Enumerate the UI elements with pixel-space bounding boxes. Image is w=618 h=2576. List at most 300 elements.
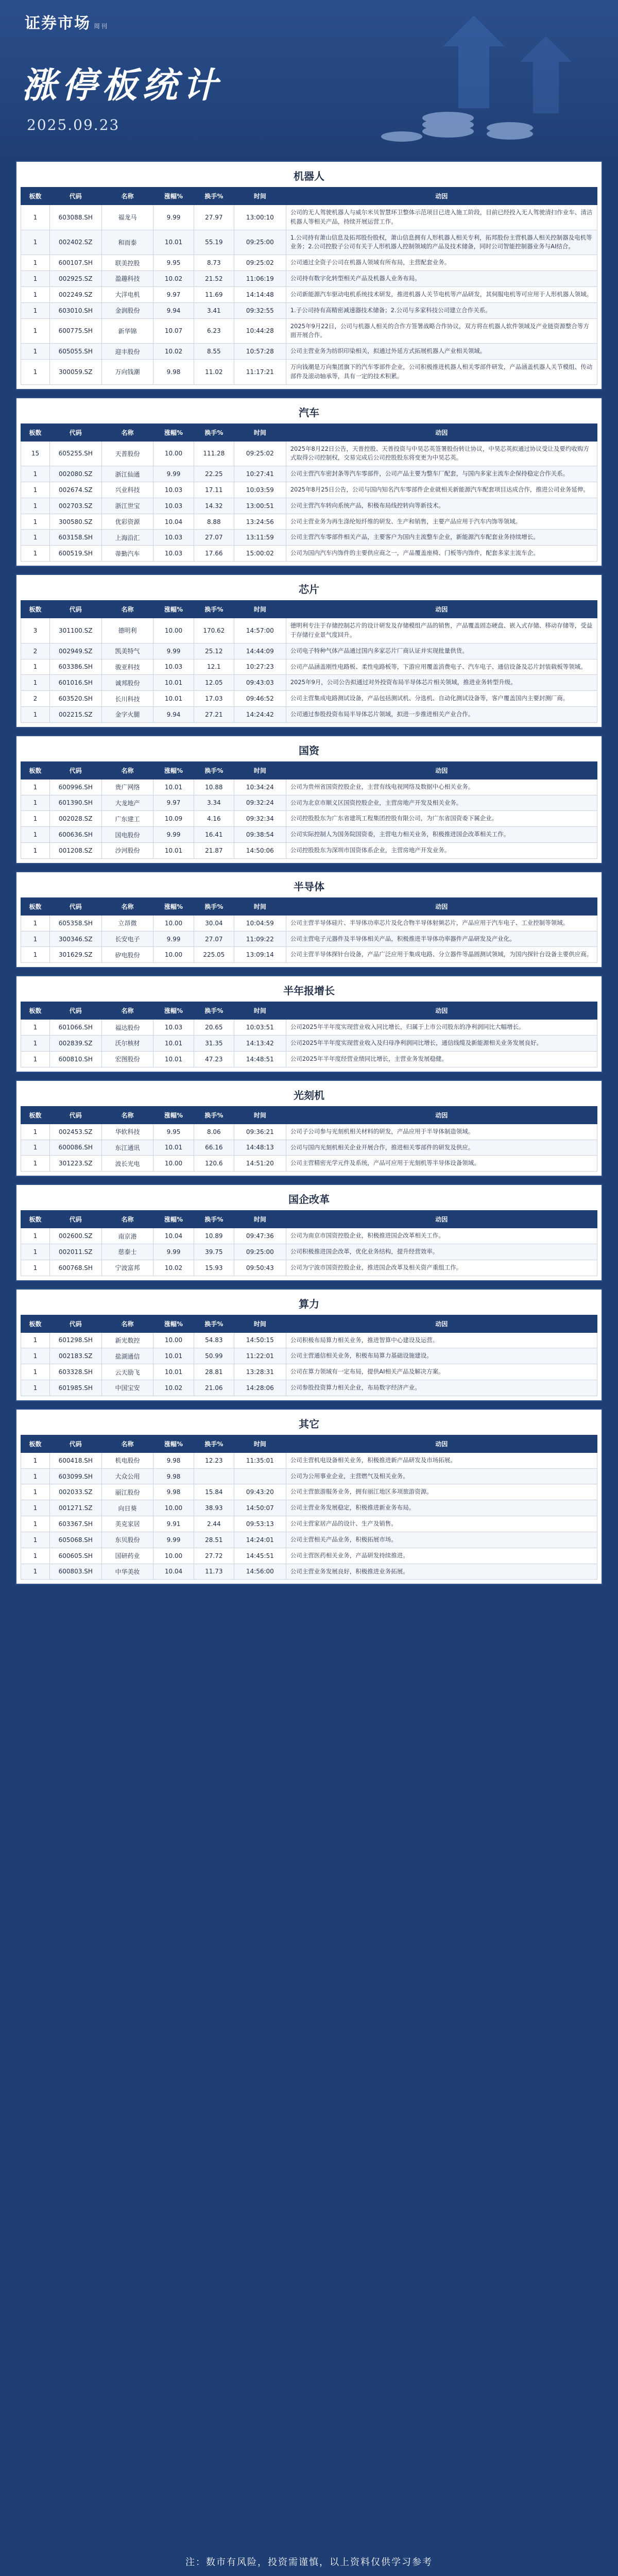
stock-name-cell: 盈趣科技 bbox=[101, 271, 153, 287]
gain-pct-cell: 10.02 bbox=[153, 344, 194, 360]
section-title: 半导体 bbox=[294, 880, 324, 893]
table-row bbox=[21, 1468, 597, 1484]
reason-cell: 2025年9月22日，公司与机器人相关的合作方签署战略合作协议，双方将在机器人软件领域及产业链资源整合等方面开展合作。 bbox=[286, 318, 597, 344]
stock-name-cell: 德明利 bbox=[101, 618, 153, 643]
column-header: 涨幅% bbox=[153, 601, 194, 618]
board-count-cell: 1 bbox=[21, 1380, 50, 1396]
turnover-pct-cell: 4.16 bbox=[194, 811, 234, 827]
stock-name-cell: 南京港 bbox=[101, 1228, 153, 1244]
turnover-pct-cell: 27.72 bbox=[194, 1548, 234, 1564]
stock-name-cell: 金润股份 bbox=[101, 302, 153, 318]
footer-disclaimer: 注：数市有风险，投资需谨慎，以上资料仅供学习参考 bbox=[0, 2549, 618, 2576]
section-title: 国资 bbox=[299, 744, 319, 757]
limit-time-cell: 14:51:20 bbox=[234, 1156, 286, 1172]
section-table bbox=[15, 574, 603, 728]
board-count-cell: 2 bbox=[21, 643, 50, 659]
stock-code-cell: 002453.SZ bbox=[49, 1124, 101, 1140]
stock-code-cell: 600803.SH bbox=[49, 1564, 101, 1580]
reason-cell: 公司积极布局算力相关业务，推进智算中心建设及运营。 bbox=[286, 1332, 597, 1348]
column-header: 时间 bbox=[234, 1002, 286, 1020]
column-header: 涨幅% bbox=[153, 188, 194, 205]
stock-code-cell: 300059.SZ bbox=[49, 359, 101, 384]
stock-code-cell: 002600.SZ bbox=[49, 1228, 101, 1244]
gain-pct-cell: 10.01 bbox=[153, 1036, 194, 1052]
limit-time-cell: 14:24:42 bbox=[234, 706, 286, 722]
limit-time-cell: 09:43:03 bbox=[234, 675, 286, 691]
turnover-pct-cell: 47.23 bbox=[194, 1051, 234, 1067]
column-header: 换手% bbox=[194, 1435, 234, 1452]
stock-name-cell: 东江通讯 bbox=[101, 1140, 153, 1156]
column-header: 名称 bbox=[101, 761, 153, 779]
board-count-cell: 1 bbox=[21, 514, 50, 530]
column-header: 时间 bbox=[234, 1435, 286, 1452]
limit-time-cell: 10:57:28 bbox=[234, 344, 286, 360]
column-header: 板数 bbox=[21, 601, 50, 618]
section-table bbox=[15, 1409, 603, 1585]
stock-name-cell: 新华锦 bbox=[101, 318, 153, 344]
board-count-cell: 1 bbox=[21, 1452, 50, 1468]
table-row bbox=[21, 271, 597, 287]
stock-code-cell: 605068.SH bbox=[49, 1532, 101, 1548]
board-count-cell: 1 bbox=[21, 659, 50, 675]
table-row bbox=[21, 1548, 597, 1564]
board-count-cell: 1 bbox=[21, 811, 50, 827]
gain-pct-cell: 10.01 bbox=[153, 1051, 194, 1067]
table-row bbox=[21, 827, 597, 843]
column-header: 涨幅% bbox=[153, 897, 194, 915]
column-header: 换手% bbox=[194, 1211, 234, 1228]
reason-cell: 1.公司持有萧山信息及拓邦股份股权，萧山信息拥有人形机器人相关专利，拓邦股份主营机器人相关控制器及电机等业务；2.公司控股子公司有关于人形机器人控制领域的产品及技术储备，同时公司智能控制器业务与AI结合。 bbox=[286, 230, 597, 255]
stock-name-cell: 福达股份 bbox=[101, 1020, 153, 1036]
stock-name-cell: 宁波富邦 bbox=[101, 1260, 153, 1276]
board-count-cell: 1 bbox=[21, 1348, 50, 1364]
column-header: 板数 bbox=[21, 897, 50, 915]
board-count-cell: 1 bbox=[21, 1500, 50, 1516]
stock-name-cell: 中华美妆 bbox=[101, 1564, 153, 1580]
board-count-cell: 1 bbox=[21, 1036, 50, 1052]
column-header: 换手% bbox=[194, 761, 234, 779]
reason-cell: 公司主营电子元器件及半导体相关产品，积极推进半导体功率器件产品研发及产业化。 bbox=[286, 931, 597, 947]
table-row bbox=[21, 706, 597, 722]
stock-name-cell: 中国宝安 bbox=[101, 1380, 153, 1396]
limit-time-cell: 15:00:02 bbox=[234, 546, 286, 562]
table-row bbox=[21, 530, 597, 546]
stock-code-cell: 605255.SH bbox=[49, 441, 101, 466]
stock-code-cell: 603367.SH bbox=[49, 1516, 101, 1532]
reason-cell: 2025年9月，公司公告拟通过对外投资布局半导体芯片相关领域，推进业务转型升级。 bbox=[286, 675, 597, 691]
table-row bbox=[21, 1124, 597, 1140]
stock-name-cell: 迎丰股份 bbox=[101, 344, 153, 360]
limit-time-cell: 14:57:00 bbox=[234, 618, 286, 643]
gain-pct-cell: 9.99 bbox=[153, 931, 194, 947]
turnover-pct-cell: 28.51 bbox=[194, 1532, 234, 1548]
stock-name-cell: 蒂勤汽车 bbox=[101, 546, 153, 562]
table-row bbox=[21, 466, 597, 482]
column-header: 代码 bbox=[49, 897, 101, 915]
reason-cell: 公司2025年半年度实现营业收入同比增长，归属于上市公司股东的净利润同比大幅增长。 bbox=[286, 1020, 597, 1036]
limit-time-cell: 14:48:13 bbox=[234, 1140, 286, 1156]
reason-cell: 公司新能源汽车驱动电机系统技术研发，推进机器人关节电机等产品研发，其伺服电机等可应用于人形机器人领域。 bbox=[286, 286, 597, 302]
reason-cell: 公司2025年半年度实现营业收入及归母净利润同比增长，通信线缆及新能源相关业务发展良好。 bbox=[286, 1036, 597, 1052]
limit-time-cell: 14:50:06 bbox=[234, 843, 286, 859]
gain-pct-cell: 9.98 bbox=[153, 1468, 194, 1484]
gain-pct-cell: 10.01 bbox=[153, 675, 194, 691]
gain-pct-cell: 9.99 bbox=[153, 1244, 194, 1260]
stock-name-cell: 万向钱潮 bbox=[101, 359, 153, 384]
column-header: 换手% bbox=[194, 188, 234, 205]
section-table bbox=[15, 161, 603, 390]
table-row bbox=[21, 1228, 597, 1244]
turnover-pct-cell: 12.05 bbox=[194, 675, 234, 691]
section-title: 半年报增长 bbox=[283, 985, 335, 997]
stock-name-cell: 凯美特气 bbox=[101, 643, 153, 659]
column-header: 板数 bbox=[21, 1435, 50, 1452]
board-count-cell: 1 bbox=[21, 318, 50, 344]
page-date: 2025.09.23 bbox=[27, 116, 120, 133]
reason-cell: 公司主营汽车密封条等汽车零部件，公司产品主要为整车厂配套，与国内多家主流车企保持稳定合作关系。 bbox=[286, 466, 597, 482]
board-count-cell: 1 bbox=[21, 931, 50, 947]
turnover-pct-cell: 50.99 bbox=[194, 1348, 234, 1364]
board-count-cell: 1 bbox=[21, 1140, 50, 1156]
turnover-pct-cell bbox=[194, 1468, 234, 1484]
board-count-cell: 1 bbox=[21, 779, 50, 795]
board-count-cell: 1 bbox=[21, 230, 50, 255]
table-row bbox=[21, 482, 597, 498]
limit-time-cell: 13:11:59 bbox=[234, 530, 286, 546]
stock-code-cell: 002839.SZ bbox=[49, 1036, 101, 1052]
gain-pct-cell: 9.98 bbox=[153, 1452, 194, 1468]
stock-code-cell: 002011.SZ bbox=[49, 1244, 101, 1260]
board-count-cell: 1 bbox=[21, 344, 50, 360]
stock-code-cell: 001271.SZ bbox=[49, 1500, 101, 1516]
stock-name-cell: 福龙马 bbox=[101, 205, 153, 230]
table-row bbox=[21, 1140, 597, 1156]
column-header: 时间 bbox=[234, 601, 286, 618]
limit-time-cell: 10:34:24 bbox=[234, 779, 286, 795]
board-count-cell: 1 bbox=[21, 205, 50, 230]
limit-up-table bbox=[21, 1315, 597, 1396]
reason-cell: 公司实际控制人为国务院国资委，主营电力相关业务，积极推进国企改革相关工作。 bbox=[286, 827, 597, 843]
stock-code-cell: 600107.SH bbox=[49, 255, 101, 271]
reason-cell: 公司2025年半年度经营业绩同比增长，主营业务发展稳健。 bbox=[286, 1051, 597, 1067]
stock-name-cell: 大洋电机 bbox=[101, 286, 153, 302]
column-header: 时间 bbox=[234, 1106, 286, 1124]
turnover-pct-cell: 15.84 bbox=[194, 1484, 234, 1500]
turnover-pct-cell: 27.07 bbox=[194, 530, 234, 546]
limit-time-cell: 10:03:51 bbox=[234, 1020, 286, 1036]
stock-name-cell: 新光数控 bbox=[101, 1332, 153, 1348]
turnover-pct-cell: 28.81 bbox=[194, 1364, 234, 1380]
reason-cell: 公司主营业务发展良好，积极推进业务拓展。 bbox=[286, 1564, 597, 1580]
stock-code-cell: 600418.SH bbox=[49, 1452, 101, 1468]
limit-up-table bbox=[21, 600, 597, 723]
stock-code-cell: 002183.SZ bbox=[49, 1348, 101, 1364]
column-header: 板数 bbox=[21, 188, 50, 205]
board-count-cell: 1 bbox=[21, 498, 50, 514]
limit-time-cell: 13:24:56 bbox=[234, 514, 286, 530]
stock-name-cell: 沙河股份 bbox=[101, 843, 153, 859]
reason-cell: 2025年8月25日公告，公司与国内知名汽车零部件企业就相关新能源汽车配套项目达成合作，推进公司业务延伸。 bbox=[286, 482, 597, 498]
turnover-pct-cell: 3.41 bbox=[194, 302, 234, 318]
gain-pct-cell: 10.07 bbox=[153, 318, 194, 344]
gain-pct-cell: 9.91 bbox=[153, 1516, 194, 1532]
stock-code-cell: 002215.SZ bbox=[49, 706, 101, 722]
table-header-row bbox=[21, 1106, 597, 1124]
reason-cell: 1.子公司持有高精密减速器技术储备；2.公司与多家科技公司建立合作关系。 bbox=[286, 302, 597, 318]
section-title: 芯片 bbox=[299, 583, 319, 596]
column-header: 时间 bbox=[234, 897, 286, 915]
column-header: 名称 bbox=[101, 1435, 153, 1452]
column-header: 代码 bbox=[49, 423, 101, 441]
reason-cell: 公司主营汽车转向系统产品，积极布局线控转向等新技术。 bbox=[286, 498, 597, 514]
gain-pct-cell: 9.99 bbox=[153, 1532, 194, 1548]
board-count-cell: 1 bbox=[21, 827, 50, 843]
table-header-row bbox=[21, 897, 597, 915]
stock-name-cell: 广东建工 bbox=[101, 811, 153, 827]
limit-up-table bbox=[21, 423, 597, 562]
stock-code-cell: 603328.SH bbox=[49, 1364, 101, 1380]
table-row bbox=[21, 359, 597, 384]
gain-pct-cell: 10.01 bbox=[153, 1140, 194, 1156]
stock-name-cell: 国研药业 bbox=[101, 1548, 153, 1564]
column-header: 涨幅% bbox=[153, 761, 194, 779]
table-row bbox=[21, 811, 597, 827]
board-count-cell: 1 bbox=[21, 1564, 50, 1580]
column-header: 涨幅% bbox=[153, 423, 194, 441]
board-count-cell: 1 bbox=[21, 843, 50, 859]
board-count-cell: 1 bbox=[21, 1156, 50, 1172]
table-row bbox=[21, 230, 597, 255]
stock-name-cell: 丽江股份 bbox=[101, 1484, 153, 1500]
stock-code-cell: 300580.SZ bbox=[49, 514, 101, 530]
stock-code-cell: 600086.SH bbox=[49, 1140, 101, 1156]
table-row bbox=[21, 302, 597, 318]
limit-time-cell: 11:17:21 bbox=[234, 359, 286, 384]
gain-pct-cell: 10.02 bbox=[153, 271, 194, 287]
turnover-pct-cell: 25.12 bbox=[194, 643, 234, 659]
stock-code-cell: 600810.SH bbox=[49, 1051, 101, 1067]
table-row bbox=[21, 1244, 597, 1260]
board-count-cell: 1 bbox=[21, 1364, 50, 1380]
limit-time-cell: 09:32:34 bbox=[234, 811, 286, 827]
column-header: 名称 bbox=[101, 1002, 153, 1020]
board-count-cell: 1 bbox=[21, 1051, 50, 1067]
stock-code-cell: 601016.SH bbox=[49, 675, 101, 691]
page-header bbox=[0, 0, 618, 161]
limit-time-cell: 10:44:28 bbox=[234, 318, 286, 344]
reason-cell: 公司主营集成电路测试设备，产品包括测试机、分选机、自动化测试设备等，客户覆盖国内主要封测厂商。 bbox=[286, 691, 597, 707]
stock-name-cell: 长安电子 bbox=[101, 931, 153, 947]
column-header: 动因 bbox=[286, 1211, 597, 1228]
reason-cell: 公司为宁波市国资控股企业，推进国企改革及相关资产重组工作。 bbox=[286, 1260, 597, 1276]
limit-time-cell: 09:50:43 bbox=[234, 1260, 286, 1276]
reason-cell: 公司主营半导体硅片、半导体功率芯片及化合物半导体射频芯片，产品应用于汽车电子、工业控制等领域。 bbox=[286, 915, 597, 931]
stock-name-cell: 长川科技 bbox=[101, 691, 153, 707]
reason-cell: 公司通过全资子公司在机器人领域有所布局，主营配套业务。 bbox=[286, 255, 597, 271]
reason-cell: 公司为公用事业企业，主营燃气及相关业务。 bbox=[286, 1468, 597, 1484]
turnover-pct-cell: 66.16 bbox=[194, 1140, 234, 1156]
section-title: 算力 bbox=[299, 1297, 319, 1310]
limit-time-cell: 09:32:55 bbox=[234, 302, 286, 318]
column-header: 代码 bbox=[49, 1211, 101, 1228]
limit-time-cell: 10:03:59 bbox=[234, 482, 286, 498]
board-count-cell: 1 bbox=[21, 359, 50, 384]
stock-name-cell: 盐湖通信 bbox=[101, 1348, 153, 1364]
table-row bbox=[21, 1051, 597, 1067]
board-count-cell: 2 bbox=[21, 691, 50, 707]
column-header: 板数 bbox=[21, 1315, 50, 1332]
board-count-cell: 1 bbox=[21, 530, 50, 546]
turnover-pct-cell: 17.66 bbox=[194, 546, 234, 562]
limit-time-cell: 14:14:48 bbox=[234, 286, 286, 302]
turnover-pct-cell: 14.32 bbox=[194, 498, 234, 514]
gain-pct-cell: 10.03 bbox=[153, 659, 194, 675]
board-count-cell: 1 bbox=[21, 795, 50, 811]
turnover-pct-cell: 17.03 bbox=[194, 691, 234, 707]
turnover-pct-cell: 15.93 bbox=[194, 1260, 234, 1276]
limit-time-cell: 09:47:36 bbox=[234, 1228, 286, 1244]
stock-code-cell: 603099.SH bbox=[49, 1468, 101, 1484]
board-count-cell: 1 bbox=[21, 271, 50, 287]
stock-code-cell: 600768.SH bbox=[49, 1260, 101, 1276]
limit-time-cell: 14:28:06 bbox=[234, 1380, 286, 1396]
reason-cell: 公司主营医药相关业务，产品研发持续推进。 bbox=[286, 1548, 597, 1564]
reason-cell: 公司为北京市顺义区国资控股企业，主营房地产开发及相关业务。 bbox=[286, 795, 597, 811]
limit-up-table bbox=[21, 897, 597, 963]
table-row bbox=[21, 843, 597, 859]
gain-pct-cell: 10.02 bbox=[153, 1260, 194, 1276]
stock-code-cell: 600519.SH bbox=[49, 546, 101, 562]
board-count-cell: 1 bbox=[21, 1124, 50, 1140]
limit-time-cell bbox=[234, 1468, 286, 1484]
column-header: 名称 bbox=[101, 423, 153, 441]
limit-time-cell: 13:00:10 bbox=[234, 205, 286, 230]
column-header: 动因 bbox=[286, 1106, 597, 1124]
brand-sub: 周刊 bbox=[94, 23, 109, 30]
table-header-row bbox=[21, 1211, 597, 1228]
gain-pct-cell: 10.01 bbox=[153, 691, 194, 707]
stock-code-cell: 600605.SH bbox=[49, 1548, 101, 1564]
turnover-pct-cell: 3.34 bbox=[194, 795, 234, 811]
table-header-row bbox=[21, 1002, 597, 1020]
limit-time-cell: 11:22:01 bbox=[234, 1348, 286, 1364]
turnover-pct-cell: 12.23 bbox=[194, 1452, 234, 1468]
table-row bbox=[21, 691, 597, 707]
section-table bbox=[15, 397, 603, 567]
column-header: 名称 bbox=[101, 601, 153, 618]
limit-time-cell: 14:48:51 bbox=[234, 1051, 286, 1067]
table-row bbox=[21, 1260, 597, 1276]
board-count-cell: 1 bbox=[21, 1516, 50, 1532]
limit-time-cell: 09:25:02 bbox=[234, 255, 286, 271]
table-row bbox=[21, 546, 597, 562]
board-count-cell: 1 bbox=[21, 466, 50, 482]
reason-cell: 公司主营业务为再生涤纶短纤维的研发、生产和销售，主要产品应用于汽车内饰等领域。 bbox=[286, 514, 597, 530]
column-header: 涨幅% bbox=[153, 1106, 194, 1124]
table-row bbox=[21, 1020, 597, 1036]
stock-code-cell: 601298.SH bbox=[49, 1332, 101, 1348]
gain-pct-cell: 10.01 bbox=[153, 843, 194, 859]
column-header: 换手% bbox=[194, 1315, 234, 1332]
turnover-pct-cell: 111.28 bbox=[194, 441, 234, 466]
gain-pct-cell: 10.00 bbox=[153, 1500, 194, 1516]
turnover-pct-cell: 12.1 bbox=[194, 659, 234, 675]
stock-code-cell: 301629.SZ bbox=[49, 947, 101, 963]
section-table bbox=[15, 1184, 603, 1281]
turnover-pct-cell: 54.83 bbox=[194, 1332, 234, 1348]
gain-pct-cell: 10.02 bbox=[153, 1380, 194, 1396]
column-header: 时间 bbox=[234, 423, 286, 441]
gain-pct-cell: 10.00 bbox=[153, 1548, 194, 1564]
stock-name-cell: 大众公用 bbox=[101, 1468, 153, 1484]
turnover-pct-cell: 6.23 bbox=[194, 318, 234, 344]
reason-cell: 公司子公司参与光刻机相关材料的研发，产品应用于半导体制造领域。 bbox=[286, 1124, 597, 1140]
table-header-row bbox=[21, 761, 597, 779]
reason-cell: 德明利专注于存储控制芯片的设计研发及存储模组产品的销售，产品覆盖固态硬盘、嵌入式存储、移动存储等，受益于存储行业景气度回升。 bbox=[286, 618, 597, 643]
stock-code-cell: 603520.SH bbox=[49, 691, 101, 707]
stock-name-cell: 诚邦股份 bbox=[101, 675, 153, 691]
table-row bbox=[21, 795, 597, 811]
stock-code-cell: 605358.SH bbox=[49, 915, 101, 931]
gain-pct-cell: 10.04 bbox=[153, 514, 194, 530]
stock-name-cell: 贵广网络 bbox=[101, 779, 153, 795]
table-header-row bbox=[21, 601, 597, 618]
gain-pct-cell: 10.01 bbox=[153, 1364, 194, 1380]
board-count-cell: 1 bbox=[21, 1484, 50, 1500]
table-row bbox=[21, 1332, 597, 1348]
stock-name-cell: 机电股份 bbox=[101, 1452, 153, 1468]
reason-cell: 公司主营业务为纺织印染相关，拟通过外延方式拓展机器人产业相关领域。 bbox=[286, 344, 597, 360]
stock-name-cell: 慈泰士 bbox=[101, 1244, 153, 1260]
stock-code-cell: 603386.SH bbox=[49, 659, 101, 675]
stock-code-cell: 603088.SH bbox=[49, 205, 101, 230]
brand-logo bbox=[25, 10, 108, 33]
turnover-pct-cell: 20.65 bbox=[194, 1020, 234, 1036]
table-row bbox=[21, 1484, 597, 1500]
column-header: 涨幅% bbox=[153, 1315, 194, 1332]
stock-code-cell: 002033.SZ bbox=[49, 1484, 101, 1500]
section-title: 汽车 bbox=[299, 406, 319, 419]
stock-code-cell: 301100.SZ bbox=[49, 618, 101, 643]
reason-cell: 公司产品涵盖刚性电路板、柔性电路板等，下游应用覆盖消费电子、汽车电子、通信设备及芯片封装载板等领域。 bbox=[286, 659, 597, 675]
column-header: 板数 bbox=[21, 1211, 50, 1228]
column-header: 动因 bbox=[286, 601, 597, 618]
gain-pct-cell: 10.01 bbox=[153, 230, 194, 255]
turnover-pct-cell: 11.73 bbox=[194, 1564, 234, 1580]
stock-name-cell: 联美控股 bbox=[101, 255, 153, 271]
stock-code-cell: 601985.SH bbox=[49, 1380, 101, 1396]
column-header: 动因 bbox=[286, 1435, 597, 1452]
column-header: 换手% bbox=[194, 423, 234, 441]
limit-time-cell: 14:24:01 bbox=[234, 1532, 286, 1548]
board-count-cell: 1 bbox=[21, 947, 50, 963]
limit-time-cell: 13:00:51 bbox=[234, 498, 286, 514]
turnover-pct-cell: 55.19 bbox=[194, 230, 234, 255]
stock-name-cell: 向日葵 bbox=[101, 1500, 153, 1516]
limit-time-cell: 14:50:07 bbox=[234, 1500, 286, 1516]
section-title: 机器人 bbox=[294, 170, 324, 182]
column-header: 动因 bbox=[286, 761, 597, 779]
limit-up-table bbox=[21, 1210, 597, 1276]
limit-up-table bbox=[21, 1435, 597, 1580]
table-row bbox=[21, 441, 597, 466]
table-row bbox=[21, 1364, 597, 1380]
table-row bbox=[21, 318, 597, 344]
gain-pct-cell: 10.00 bbox=[153, 1156, 194, 1172]
limit-time-cell: 09:46:52 bbox=[234, 691, 286, 707]
gain-pct-cell: 10.03 bbox=[153, 1020, 194, 1036]
turnover-pct-cell: 17.11 bbox=[194, 482, 234, 498]
